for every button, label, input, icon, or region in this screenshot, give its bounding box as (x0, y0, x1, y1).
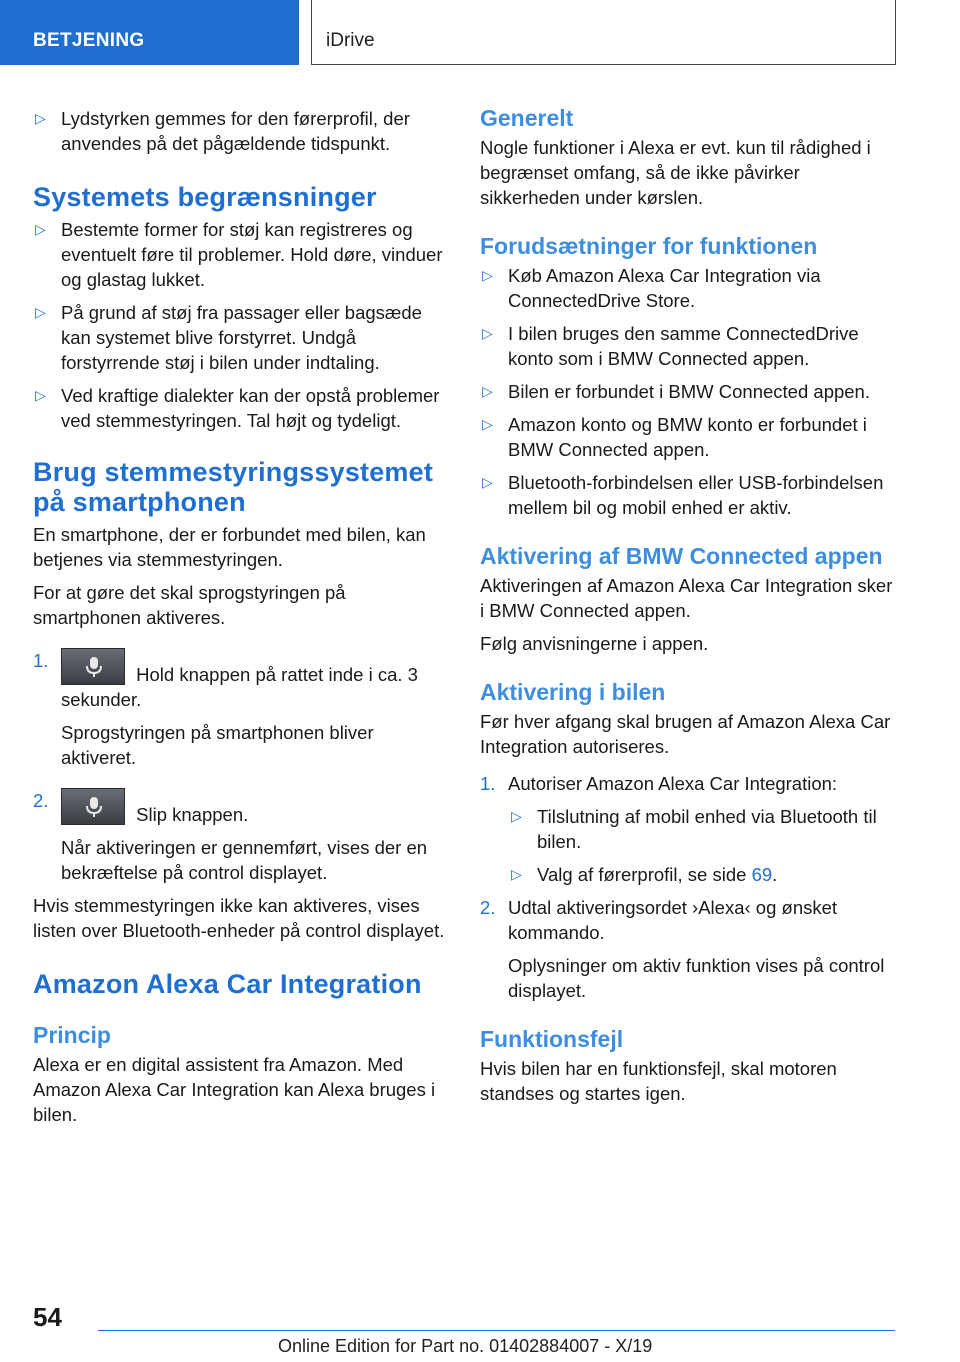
bullet-triangle-icon: ▷ (35, 221, 46, 237)
step-continuation: Når aktiveringen er gennemført, vises der en bekræftelse på control displayet. (61, 837, 428, 883)
list-item-text-end: . (772, 864, 778, 885)
header-section-tab (0, 0, 299, 65)
bullet-triangle-icon: ▷ (482, 325, 493, 341)
subsection-title-activation-car: Aktivering i bilen (480, 679, 666, 705)
bullet-triangle-icon: ▷ (35, 387, 46, 403)
list-item-text: Ved kraftige dialekter kan der opstå problemer ved stemmestyringen. Tal højt og tydeligt. (61, 385, 440, 431)
subsection-title-princip: Princip (33, 1022, 111, 1048)
subsection-title-fault: Funktionsfejl (480, 1026, 624, 1052)
list-item-text: Bluetooth-forbindelsen eller USB-forbindelsen mellem bil og mobil enhed er aktiv. (508, 472, 884, 518)
paragraph: Alexa er en digital assistent fra Amazon. Med Amazon Alexa Car Integration kan Alexa bruges i bilen. (33, 1054, 436, 1125)
footer-divider (98, 1330, 895, 1331)
header-chapter-label: iDrive (326, 30, 375, 51)
step-text: Hold knappen på rattet inde i ca. 3 sekunder. (61, 664, 418, 710)
subsection-title-requirements: Forudsætninger for funktionen (480, 233, 818, 259)
list-item-text: Køb Amazon Alexa Car Integration via ConnectedDrive Store. (508, 265, 821, 311)
paragraph: Hvis bilen har en funktionsfejl, skal motoren standses og startes igen. (480, 1058, 837, 1104)
list-item-text: Bilen er forbundet i BMW Connected appen. (508, 381, 870, 402)
numbered-step (33, 788, 453, 885)
list-item (33, 300, 453, 375)
footer-edition: Online Edition for Part no. 01402884007 - X/19 (278, 1336, 653, 1356)
bullet-triangle-icon: ▷ (482, 267, 493, 283)
paragraph: Hvis stemmestyringen ikke kan aktiveres, vises listen over Bluetooth-enheder på control displayet. (33, 895, 445, 941)
voice-button-icon (61, 648, 125, 685)
list-item (480, 263, 900, 313)
paragraph: Følg anvisningerne i appen. (480, 633, 709, 654)
list-item-text: Amazon konto og BMW konto er forbundet i BMW Connected appen. (508, 414, 867, 460)
step-continuation: Oplysninger om aktiv funktion vises på control displayet. (508, 955, 885, 1001)
list-item (480, 321, 900, 371)
paragraph: Aktiveringen af Amazon Alexa Car Integration sker i BMW Connected appen. (480, 575, 893, 621)
voice-button-icon (61, 788, 125, 825)
bullet-triangle-icon: ▷ (511, 808, 522, 824)
list-item (480, 470, 900, 520)
section-title-alexa: Amazon Alexa Car Integration (33, 969, 422, 999)
bullet-triangle-icon: ▷ (35, 110, 46, 126)
bullet-triangle-icon: ▷ (511, 866, 522, 882)
step-text: Udtal aktiveringsordet ›Alexa‹ og ønsket kommando. (508, 897, 838, 943)
right-column (480, 100, 900, 1114)
step-number: 2. (33, 790, 49, 811)
step-number: 2. (480, 897, 496, 918)
paragraph: Før hver afgang skal brugen af Amazon Alexa Car Integration autoriseres. (480, 711, 891, 757)
page-reference-link[interactable]: 69 (751, 864, 773, 885)
list-item-text: På grund af støj fra passager eller bagsæde kan systemet blive forstyrret. Undgå forstyrrende støj i bilen under indtaling. (61, 302, 422, 373)
section-title-smartphone: Brug stemmestyringssystemet på smartphonen (33, 457, 434, 517)
list-item-text: I bilen bruges den samme ConnectedDrive konto som i BMW Connected appen. (508, 323, 859, 369)
left-column (33, 100, 453, 1135)
bullet-triangle-icon: ▷ (482, 416, 493, 432)
numbered-step (33, 648, 453, 770)
paragraph: For at gøre det skal sprogstyringen på smartphonen aktiveres. (33, 582, 346, 628)
list-item-text: Bestemte former for støj kan registreres og eventuelt føre til problemer. Hold døre, vinduer og glastag lukket. (61, 219, 443, 290)
subsection-title-general: Generelt (480, 105, 574, 131)
list-item (509, 804, 900, 854)
step-text: Autoriser Amazon Alexa Car Integration: (508, 773, 838, 794)
list-item-text: Valg af førerprofil, se side (537, 864, 752, 885)
section-title-limits: Systemets begrænsninger (33, 182, 377, 212)
header-chapter-box (311, 0, 896, 65)
step-number: 1. (33, 650, 49, 671)
bullet-triangle-icon: ▷ (482, 383, 493, 399)
paragraph: Nogle funktioner i Alexa er evt. kun til rådighed i begrænset omfang, så de ikke påvirker sikkerheden under kørslen. (480, 137, 871, 208)
list-item (509, 862, 900, 887)
bullet-triangle-icon: ▷ (35, 304, 46, 320)
list-item (480, 379, 900, 404)
paragraph: En smartphone, der er forbundet med bilen, kan betjenes via stemmestyringen. (33, 524, 426, 570)
step-number: 1. (480, 773, 496, 794)
numbered-step (480, 895, 900, 1003)
list-item (33, 217, 453, 292)
numbered-step (480, 771, 900, 796)
list-item (33, 106, 453, 156)
step-continuation: Sprogstyringen på smartphonen bliver aktiveret. (61, 722, 374, 768)
list-item (480, 412, 900, 462)
step-text: Slip knappen. (136, 804, 249, 825)
list-item (33, 383, 453, 433)
list-item-text: Lydstyrken gemmes for den førerprofil, der anvendes på det pågældende tidspunkt. (61, 108, 410, 154)
page-number: 54 (33, 1302, 62, 1332)
list-item-text: Tilslutning af mobil enhed via Bluetooth til bilen. (537, 806, 877, 852)
header-section-label: BETJENING (33, 30, 145, 51)
subsection-title-activation-app: Aktivering af BMW Connected appen (480, 543, 883, 569)
bullet-triangle-icon: ▷ (482, 474, 493, 490)
